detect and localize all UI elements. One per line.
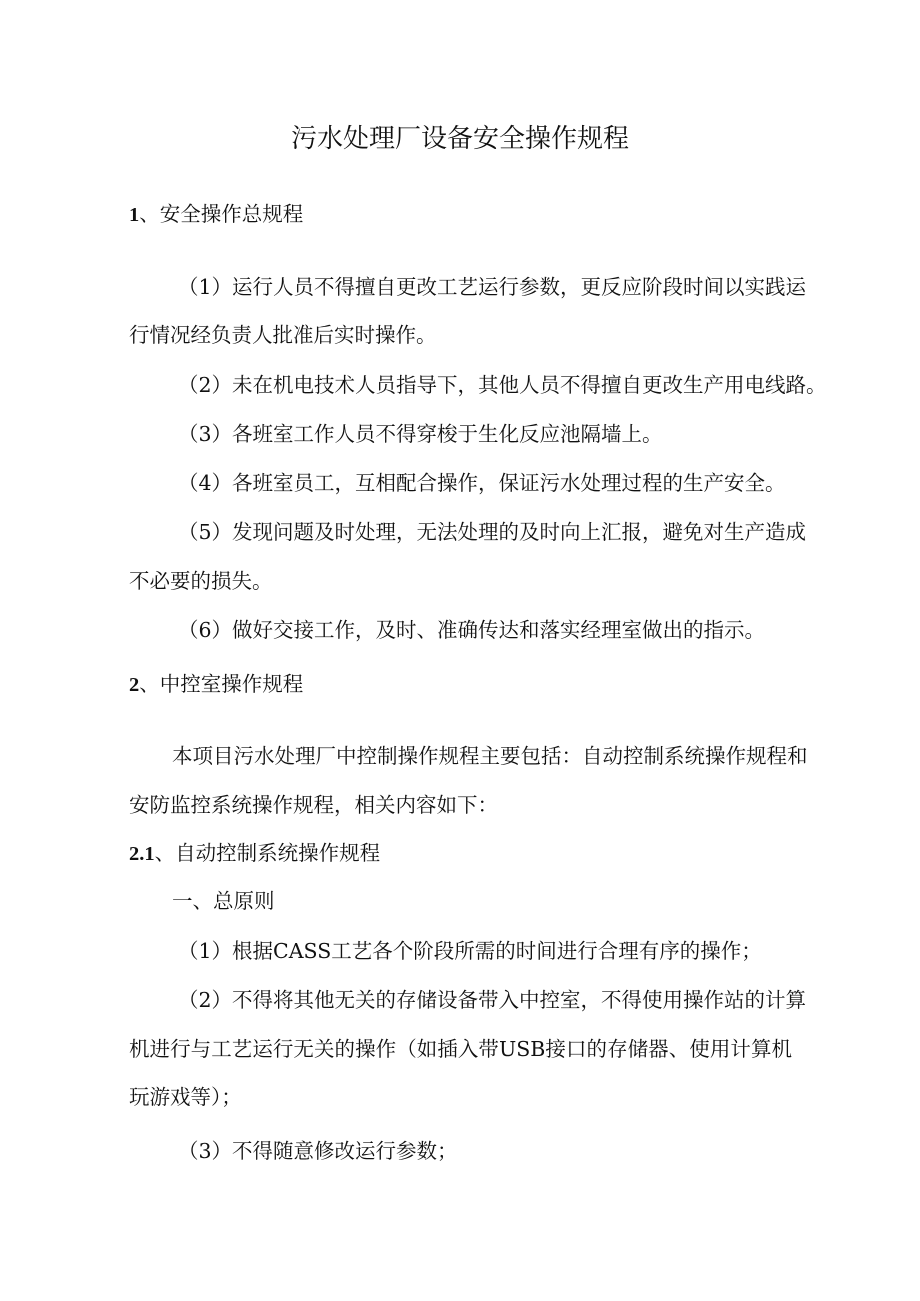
section-1-title: 、安全操作总规程 <box>139 202 304 226</box>
section-1-item-1-line-1: （1）运行人员不得擅自更改工艺运行参数，更反应阶段时间以实践运 <box>178 275 807 299</box>
section-2-1-item-3: （3）不得随意修改运行参数； <box>178 1139 458 1163</box>
section-1-item-5-line-2: 不必要的损失。 <box>129 569 273 593</box>
section-2-1-heading <box>129 839 380 868</box>
section-2-1-item-1: （1）根据CASS工艺各个阶段所需的时间进行合理有序的操作； <box>178 939 762 963</box>
section-2-heading <box>129 670 303 699</box>
section-2-1-number: 2.1 <box>129 843 155 865</box>
section-1-item-3: （3）各班室工作人员不得穿梭于生化反应池隔墙上。 <box>178 422 663 446</box>
section-1-item-2: （2）未在机电技术人员指导下，其他人员不得擅自更改生产用电线路。 <box>178 373 827 397</box>
section-2-1-item-2-line-1: （2）不得将其他无关的存储设备带入中控室，不得使用操作站的计算 <box>178 988 807 1012</box>
section-2-title: 、中控室操作规程 <box>139 672 304 696</box>
section-2-intro-line-2: 安防监控系统操作规程，相关内容如下： <box>129 793 498 817</box>
section-2-number: 2 <box>129 674 140 696</box>
section-2-intro-line-1: 本项目污水处理厂中控制操作规程主要包括：自动控制系统操作规程和 <box>172 744 808 768</box>
document-title: 污水处理厂设备安全操作规程 <box>290 124 629 154</box>
section-1-number: 1 <box>129 204 140 226</box>
section-1-item-1-line-2: 行情况经负责人批准后实时操作。 <box>129 323 437 347</box>
section-1-heading <box>129 200 303 229</box>
section-1-item-6: （6）做好交接工作，及时、准确传达和落实经理室做出的指示。 <box>178 618 766 642</box>
section-1-item-4: （4）各班室员工，互相配合操作，保证污水处理过程的生产安全。 <box>178 471 786 495</box>
section-2-1-item-2-line-3: 玩游戏等）； <box>129 1085 242 1109</box>
section-1-item-5-line-1: （5）发现问题及时处理，无法处理的及时向上汇报，避免对生产造成 <box>178 520 807 544</box>
section-2-1-item-2-line-2: 机进行与工艺运行无关的操作（如插入带USB接口的存储器、使用计算机 <box>129 1037 792 1061</box>
section-2-1-title: 、自动控制系统操作规程 <box>154 841 381 865</box>
section-2-1-subheading: 一、总原则 <box>172 889 275 913</box>
